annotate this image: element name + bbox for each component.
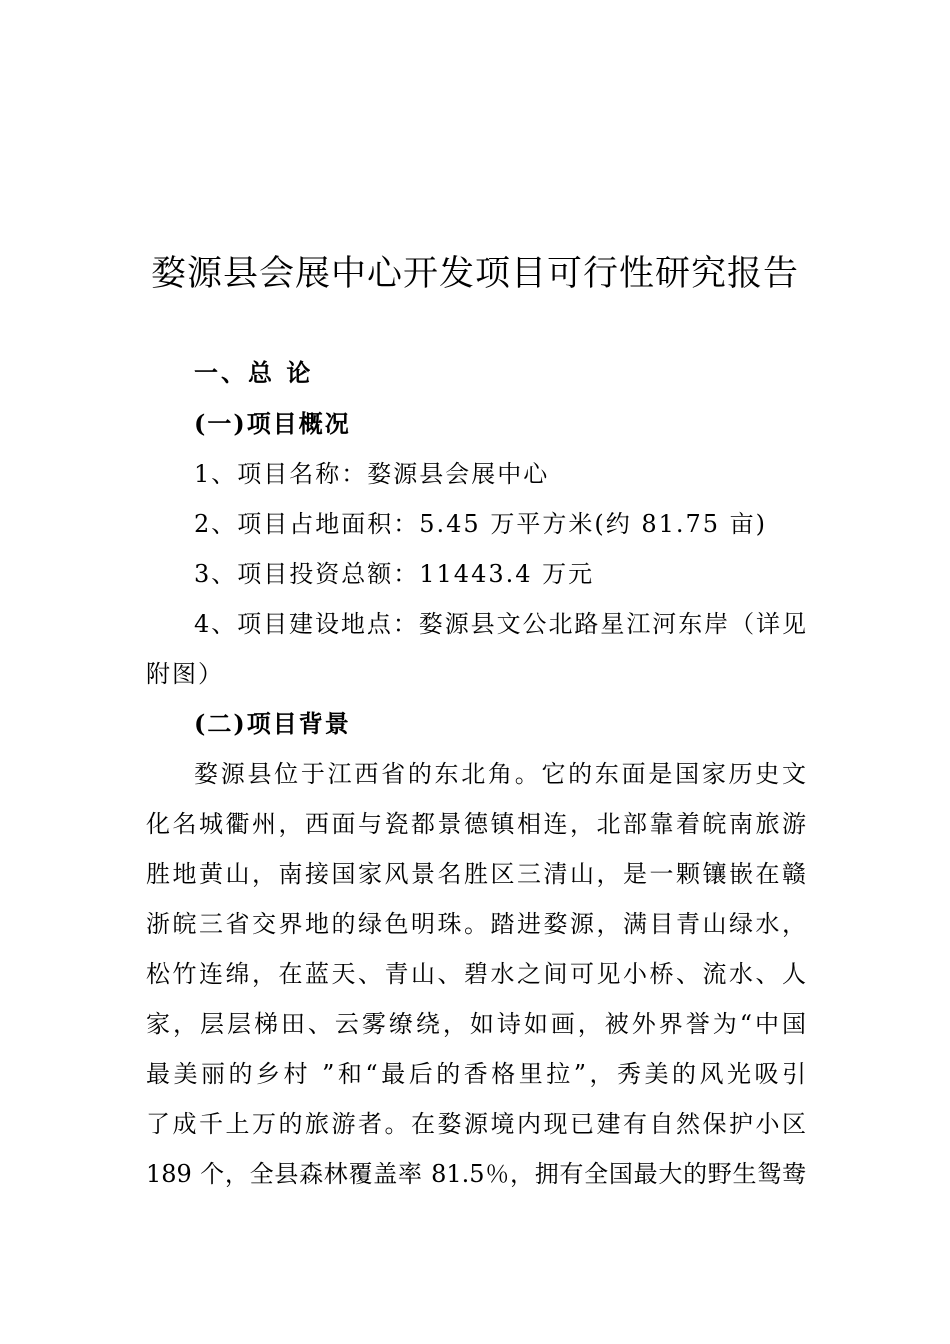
overview-item-location-cont: 附图）	[146, 660, 224, 688]
background-paragraph-line: 化名城衢州，西面与瓷都景德镇相连，北部靠着皖南旅游	[146, 810, 806, 838]
overview-item-land-area: 2、项目占地面积：5.45 万平方米(约 81.75 亩)	[194, 510, 768, 538]
background-paragraph-line: 了成千上万的旅游者。在婺源境内现已建有自然保护小区	[146, 1110, 806, 1138]
subsection-heading-background: (二)项目背景	[194, 709, 351, 738]
background-paragraph-line: 最美丽的乡村 ”和“最后的香格里拉”，秀美的风光吸引	[146, 1060, 806, 1088]
overview-item-location: 4、项目建设地点：婺源县文公北路星江河东岸（详见	[194, 610, 806, 638]
subsection-heading-overview: (一)项目概况	[194, 409, 351, 438]
background-paragraph-line: 胜地黄山，南接国家风景名胜区三清山，是一颗镶嵌在赣	[146, 860, 806, 888]
background-paragraph-line: 家，层层梯田、云雾缭绕，如诗如画，被外界誉为“中国	[146, 1010, 806, 1038]
section-heading-general: 一、总 论	[194, 358, 314, 387]
background-paragraph-line: 松竹连绵，在蓝天、青山、碧水之间可见小桥、流水、人	[146, 960, 806, 988]
background-paragraph-line: 浙皖三省交界地的绿色明珠。踏进婺源，满目青山绿水，	[146, 910, 806, 938]
document-title: 婺源县会展中心开发项目可行性研究报告	[150, 254, 799, 294]
background-paragraph-line: 婺源县位于江西省的东北角。它的东面是国家历史文	[194, 760, 806, 788]
overview-item-project-name: 1、项目名称：婺源县会展中心	[194, 460, 550, 488]
overview-item-investment: 3、项目投资总额：11443.4 万元	[194, 560, 595, 588]
background-paragraph-line: 189 个，全县森林覆盖率 81.5％，拥有全国最大的野生鸳鸯	[146, 1160, 806, 1188]
